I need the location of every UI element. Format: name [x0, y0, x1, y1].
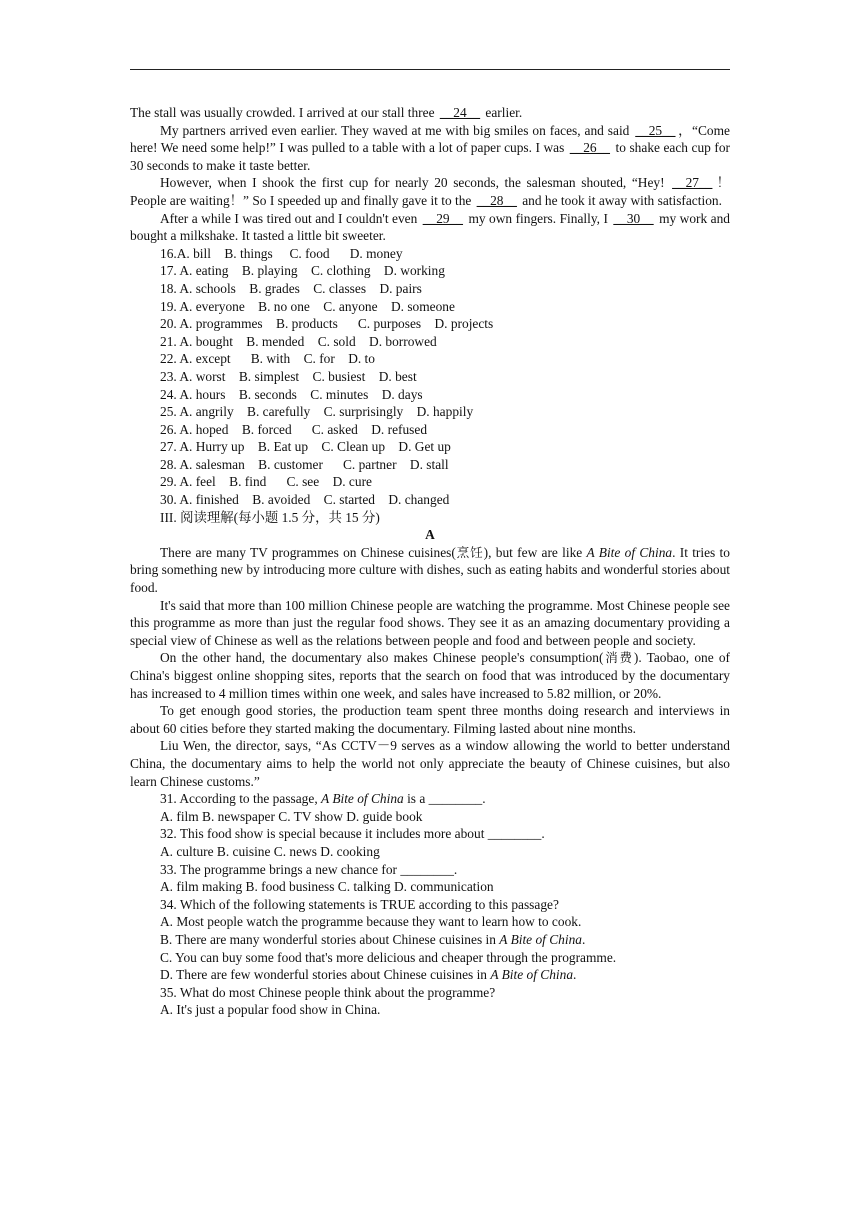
option-line-26: 26. A. hoped B. forced C. asked D. refused	[160, 421, 428, 437]
option-line-16: 16.A. bill B. things C. food D. money	[160, 245, 403, 261]
blank-26: __26__	[569, 140, 610, 156]
part-label: A	[425, 527, 435, 543]
option-line-28: 28. A. salesman B. customer C. partner D. stall	[160, 456, 449, 472]
passage-paragraph-4: To get enough good stories, the production team spent three months doing research and interviews in about 60 cities before they started making the documentary. Filming lasted about nine months.	[130, 703, 730, 736]
option-line-27: 27. A. Hurry up B. Eat up C. Clean up D. Get up	[160, 439, 451, 455]
cloze-paragraph-0: The stall was usually crowded. I arrived at our stall three __24__ earlier.	[130, 105, 523, 120]
passage-paragraph-1: There are many TV programmes on Chinese cuisines(烹饪), but few are like A Bite of China. It tries to bring something new by introducing more culture with dishes, such as eating habits and wonderful stories about food.	[130, 544, 730, 596]
blank-30: __30__	[613, 210, 654, 226]
option-line-25: 25. A. angrily B. carefully C. surprisingly D. happily	[160, 404, 474, 420]
question-35: 35. What do most Chinese people think about the programme?	[160, 984, 496, 1000]
option-line-20: 20. A. programmes B. products C. purposes D. projects	[160, 316, 494, 332]
option-line-30: 30. A. finished B. avoided C. started D. changed	[160, 492, 450, 508]
cloze-paragraph-2: However, when I shook the first cup for nearly 20 seconds, the salesman shouted, “Hey! __27__ ！ People are waiting！” So I speeded up and finally gave it to the __28__ and he took it away with satisfaction.	[130, 175, 730, 208]
question-34-option-d: D. There are few wonderful stories about Chinese cuisines in A Bite of China.	[160, 967, 577, 983]
option-line-19: 19. A. everyone B. no one C. anyone D. someone	[160, 298, 455, 314]
section-heading: III. 阅读理解(每小题 1.5 分，共 15 分)	[160, 509, 380, 525]
question-33: 33. The programme brings a new chance for ________.	[160, 861, 458, 877]
blank-28: __28__	[476, 192, 517, 208]
option-line-17: 17. A. eating B. playing C. clothing D. working	[160, 263, 445, 279]
cloze-paragraph-3: After a while I was tired out and I couldn't even __29__ my own fingers. Finally, I __30__ my work and bought a milkshake. It tasted a little bit sweeter.	[130, 210, 730, 244]
programme-title: A Bite of China	[586, 544, 673, 560]
passage-paragraph-2: It's said that more than 100 million Chinese people are watching the programme. Most Chinese people see this programme as more than just the regular food shows. They see it as an amazing documentary providing a special view of Chinese as well as the relations between people and food and between people and society.	[130, 597, 730, 648]
blank-29: __29__	[422, 210, 463, 226]
blank-25: __25__	[635, 122, 676, 138]
document-body	[130, 104, 730, 1019]
question-34-option-c: C. You can buy some food that's more delicious and cheaper through the programme.	[160, 949, 617, 965]
question-35-option-a: A. It's just a popular food show in China.	[160, 1002, 381, 1018]
question-34-option-b: B. There are many wonderful stories about Chinese cuisines in A Bite of China.	[160, 931, 586, 947]
option-line-18: 18. A. schools B. grades C. classes D. pairs	[160, 280, 422, 296]
question-32: 32. This food show is special because it includes more about ________.	[160, 826, 545, 842]
question-31-options: A. film B. newspaper C. TV show D. guide book	[160, 808, 423, 824]
question-33-options: A. film making B. food business C. talking D. communication	[160, 879, 494, 895]
option-line-29: 29. A. feel B. find C. see D. cure	[160, 474, 372, 490]
option-line-23: 23. A. worst B. simplest C. busiest D. best	[160, 368, 417, 384]
passage-paragraph-3: On the other hand, the documentary also makes Chinese people's consumption(消费). Taobao, one of China's biggest online shopping sites, reports that the search on food that was introduced by the documentary has increased to 4 million times within one week, and sales have increased to 5.82 million, or 20%.	[130, 650, 730, 701]
passage-paragraph-5: Liu Wen, the director, says, “As CCTV－9 serves as a window allowing the world to better understand China, the documentary aims to help the world not only appreciate the beauty of Chinese cuisines, but also learn Chinese customs.”	[130, 738, 730, 789]
blank-27: __27__	[672, 175, 713, 191]
question-34-option-a: A. Most people watch the programme because they want to learn how to cook.	[160, 914, 582, 930]
question-31: 31. According to the passage, A Bite of China is a ________.	[160, 791, 486, 807]
blank-24: __24__	[439, 105, 481, 120]
cloze-options-list	[130, 245, 730, 509]
option-line-22: 22. A. except B. with C. for D. to	[160, 351, 375, 367]
question-32-options: A. culture B. cuisine C. news D. cooking	[160, 843, 380, 859]
cloze-paragraph-1: My partners arrived even earlier. They waved at me with big smiles on faces, and said __25__ ，“Come here! We need some help!” I was pulled to a table with a lot of paper cups. I was __26__ to shake each cup for 30 seconds to make it taste better.	[130, 122, 730, 173]
question-34: 34. Which of the following statements is TRUE according to this passage?	[160, 896, 559, 912]
option-line-21: 21. A. bought B. mended C. sold D. borrowed	[160, 333, 437, 349]
header-rule	[130, 69, 730, 70]
option-line-24: 24. A. hours B. seconds C. minutes D. days	[160, 386, 423, 402]
